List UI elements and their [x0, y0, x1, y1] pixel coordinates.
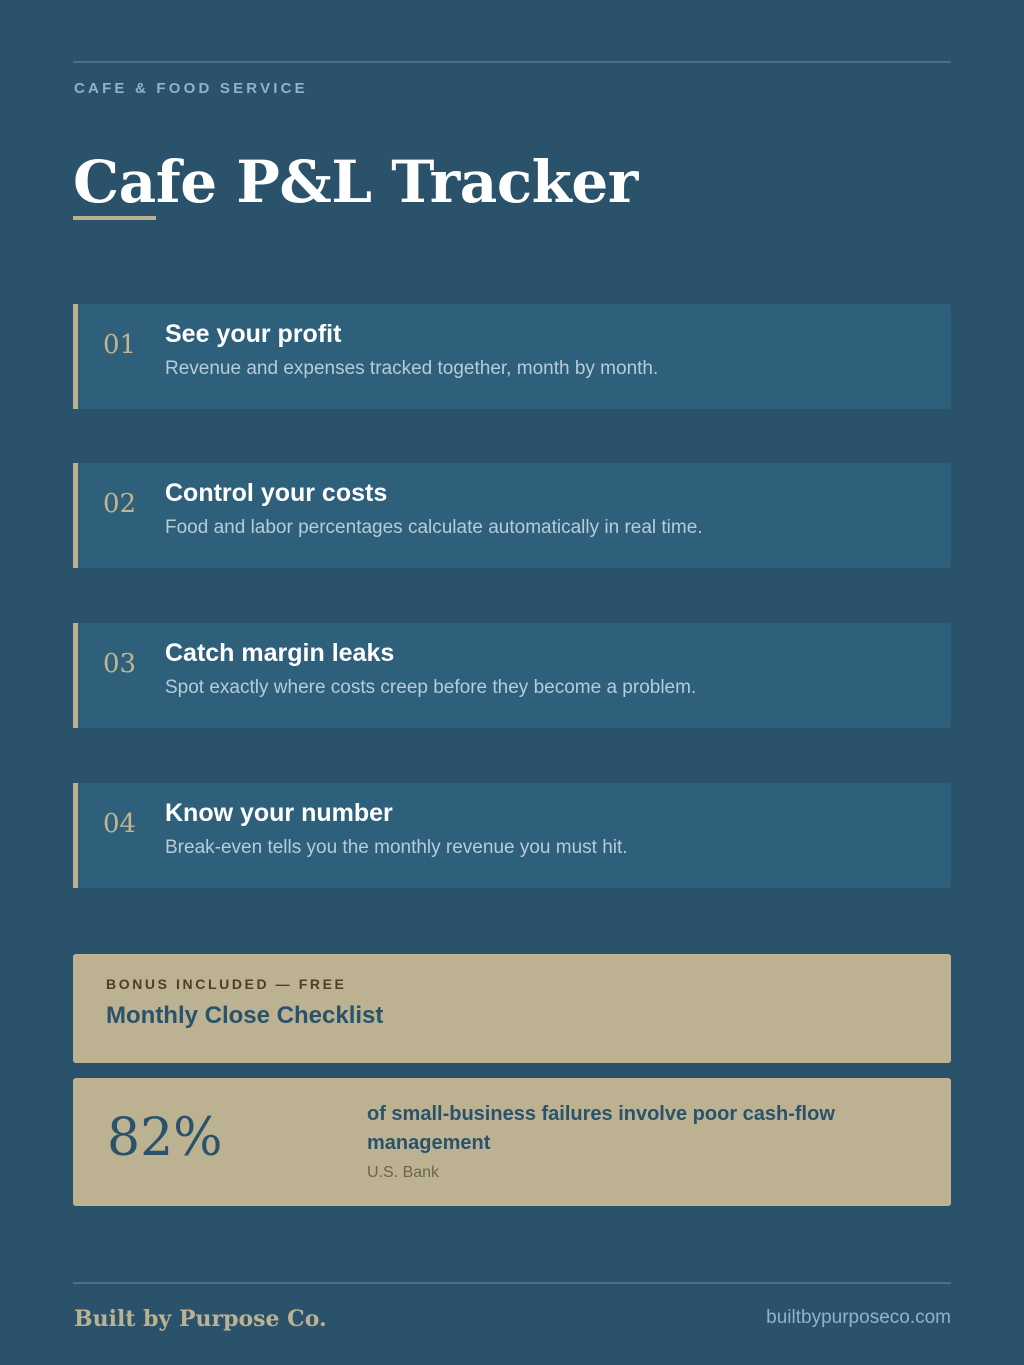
stat-value: 82%: [107, 1108, 223, 1168]
feature-number: 04: [103, 809, 137, 839]
feature-title: Know your number: [165, 799, 393, 827]
feature-card-3: [73, 623, 951, 728]
feature-description: Break-even tells you the monthly revenue you must hit.: [165, 837, 628, 858]
bottom-divider: [73, 1282, 951, 1284]
feature-number: 02: [103, 489, 137, 519]
feature-description: Spot exactly where costs creep before they become a problem.: [165, 677, 697, 698]
feature-number: 01: [103, 330, 137, 360]
top-divider: [73, 61, 951, 63]
title-underline: [73, 216, 156, 220]
feature-card-4: [73, 783, 951, 888]
feature-card-2: [73, 463, 951, 568]
feature-description: Revenue and expenses tracked together, month by month.: [165, 358, 659, 379]
feature-title: Control your costs: [165, 479, 388, 507]
brand-name: Built by Purpose Co.: [74, 1306, 327, 1332]
feature-title: See your profit: [165, 320, 342, 348]
bonus-panel: [73, 954, 951, 1063]
bonus-label: BONUS INCLUDED — FREE: [106, 976, 347, 992]
stat-source: U.S. Bank: [367, 1164, 440, 1181]
feature-description: Food and labor percentages calculate automatically in real time.: [165, 517, 703, 538]
feature-title: Catch margin leaks: [165, 639, 395, 667]
stat-panel: [73, 1078, 951, 1206]
stat-text: of small-business failures involve poor cash-flow management: [367, 1103, 835, 1154]
feature-card-1: [73, 304, 951, 409]
feature-number: 03: [103, 649, 137, 679]
category-eyebrow: CAFE & FOOD SERVICE: [74, 80, 308, 97]
page-title: Cafe P&L Tracker: [73, 148, 638, 216]
website-link[interactable]: builtbypurposeco.com: [766, 1307, 951, 1328]
bonus-name: Monthly Close Checklist: [106, 1002, 384, 1029]
